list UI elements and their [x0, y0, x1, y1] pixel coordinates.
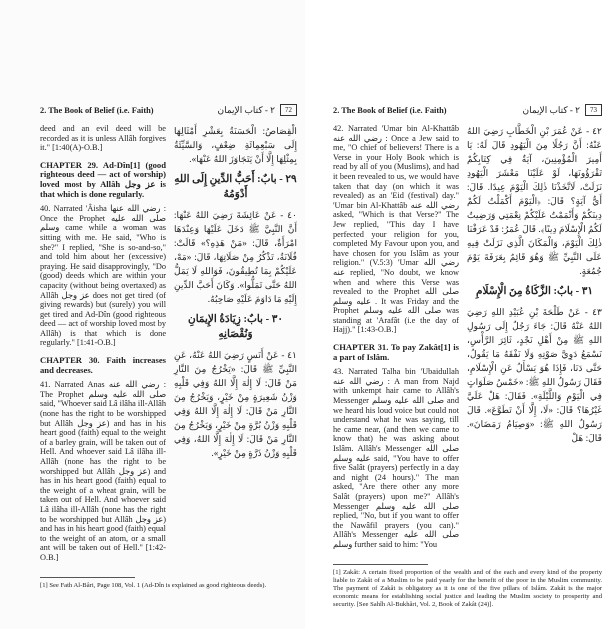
- hadith-paragraph: ٤٣ - عَنْ طَلْحَةَ بْنِ عُبَيْدِ اللهِ رَضِيَ اللهُ عَنْهُ قَالَ: جَاءَ رَجُلٌ إِلَى رَسُولِ اللهِ ﷺ مِنْ أَهْلِ نَجْدٍ، ثَائِرَ الرَّأْسِ، نَسْمَعُ دَوِيَّ صَوْتِهِ وَلَا نَفْقَهُ مَا يَقُولُ، حَتَّى دَنَا، فَإِذَا هُوَ يَسْأَلُ عَنِ الْإِسْلَامِ، فَقَالَ رَسُولُ اللهِ ﷺ: «خَمْسُ صَلَوَاتٍ فِي الْيَوْمِ وَاللَّيْلَةِ». فَقَالَ: هَلْ عَلَيَّ غَيْرُهَا؟ قَالَ: «لَا، إِلَّا أَنْ تَطَوَّعَ». قَالَ رَسُولُ اللهِ ﷺ: «وَصِيَامُ رَمَضَانَ». قَالَ: هَلْ: [467, 307, 602, 443]
- chapter-heading: CHAPTER 31. To pay Zakât[1] is a part of Islâm.: [333, 342, 459, 362]
- footnote-rule: [40, 577, 135, 578]
- header-arabic-text: ٢ - كتاب الإيمان: [522, 104, 580, 115]
- running-header: [333, 104, 602, 116]
- running-header-english: 2. The Book of Belief (i.e. Faith): [333, 105, 447, 115]
- running-header: [40, 104, 297, 116]
- page-number: 73: [585, 104, 602, 116]
- right-book-page: [305, 0, 610, 629]
- page-number: 72: [280, 104, 297, 116]
- footnote: [1] See Fath Al-Bâri, Page 108, Vol. 1 (Ad-Dîn is explained as good righteous deeds).: [40, 581, 267, 589]
- hadith-paragraph: 40. Narrated 'Âisha رضي الله عنها : Once the Prophet صلى الله عليه وسلم came while a woman was sitting with me. He said, "Who is she?" I replied, "She is so-and-so," and told him about her (excessive) praying. He said disapprovingly, "Do (good) deeds which are within your capacity (without being overtaxed) as Allâh عز وجل does not get tired (of giving rewards) but (surely) you will get tired and Ad-Dîn (good righteous deed — act of worship loved most by Allâh) is that which is done regularly." [1:41-O.B.]: [40, 204, 166, 348]
- chapter-heading: ٢٩ - بابٌ: أَحَبُّ الدِّينِ إِلَى اللهِ أَدْوَمُهُ: [174, 174, 297, 200]
- hadith-paragraph: ٤١ - عَنْ أَنَسٍ رَضِيَ اللهُ عَنْهُ، عَنِ النَّبِيِّ ﷺ قَالَ: «يَخْرُجُ مِنَ النَّارِ مَنْ قَالَ: لَا إِلٰهَ إِلَّا اللهُ وَفِي قَلْبِهِ وَزْنُ شَعِيرَةٍ مِنْ خَيْرٍ، وَيَخْرُجُ مِنَ النَّارِ مَنْ قَالَ: لَا إِلٰهَ إِلَّا اللهُ وَفِي قَلْبِهِ وَزْنُ بُرَّةٍ مِنْ خَيْرٍ، وَيَخْرُجُ مِنَ النَّارِ مَنْ قَالَ: لَا إِلٰهَ إِلَّا اللهُ، وَفِي قَلْبِهِ وَزْنُ ذَرَّةٍ مِنْ خَيْرٍ».: [174, 350, 297, 458]
- chapter-heading: CHAPTER 29. Ad-Dîn[1] (good righteous deed — act of worship) loved most by Allâh عز وجل is that which is done regularly.: [40, 159, 166, 199]
- text-columns: [333, 124, 602, 554]
- running-header-arabic: [523, 104, 603, 116]
- chapter-heading: CHAPTER 30. Faith increases and decreases.: [40, 355, 166, 375]
- english-column: [333, 124, 459, 554]
- header-arabic-text: ٢ - كتاب الإيمان: [217, 104, 275, 115]
- hadith-paragraph: 42. Narrated 'Umar bin Al-Khattâb رضي الله عنه : Once a Jew said to me, "O chief of believers! There is a Verse in your Holy Book which is read by all of you (Muslims), and had it been revealed to us, we would have taken that day (on which it was revealed) as an 'Eid (festival) day." 'Umar bin Al-Khattâb رضي الله عنه asked, "Which is that Verse?" The Jew replied, "This day I have perfected your religion for you, completed My Favour upon you, and have chosen for you Islâm as your religion." (V.5:3) 'Umar رضي الله عنه replied, "No doubt, we know when and where this Verse was revealed to the Prophet صلى الله عليه وسلم . It was Friday and the Prophet صلى الله عليه وسلم was standing at 'Arafât (i.e the day of Hajj)." [1:43-O.B.]: [333, 124, 460, 335]
- chapter-heading: ٣١ - بابٌ: الزَّكَاةُ مِنَ الْإِسْلَامِ: [475, 286, 594, 297]
- footnote: [1] Zakât: A certain fixed proportion of the wealth and of the each and every kind of the property liable to Zakât of a Muslim to be paid yearly for the benefit of the poor in the Muslim community. The payment of Zakât is obligatory as it is one of the five pillars of Islâm. Zakât is the major economic means for establishing social justice and leading the Muslim society to prosperity and security. [See Sahîh Al-Bukhâri, Vol. 2, Book of Zakât (24)].: [333, 568, 602, 608]
- running-header-arabic: [218, 104, 298, 116]
- hadith-paragraph: ٤٢ - عَنْ عُمَرَ بْنِ الْخَطَّابِ رَضِيَ اللهُ عَنْهُ: أَنَّ رَجُلًا مِنَ الْيَهُودِ قَالَ لَهُ: يَا أَمِيرَ الْمُؤْمِنِينَ، آيَةٌ فِي كِتَابِكُمْ تَقْرَؤُونَهَا، لَوْ عَلَيْنَا مَعْشَرَ الْيَهُودِ نَزَلَتْ، لَاتَّخَذْنَا ذٰلِكَ الْيَوْمَ عِيدًا. قَالَ: أَيُّ آيَةٍ؟ قَالَ: ﴿الْيَوْمَ أَكْمَلْتُ لَكُمْ دِينَكُمْ وَأَتْمَمْتُ عَلَيْكُمْ نِعْمَتِي وَرَضِيتُ لَكُمُ الْإِسْلَامَ دِينًا﴾. قَالَ عُمَرُ: قَدْ عَرَفْنَا ذٰلِكَ الْيَوْمَ، وَالْمَكَانَ الَّذِي نَزَلَتْ فِيهِ عَلَى النَّبِيِّ ﷺ وَهُوَ قَائِمٌ بِعَرَفَةَ يَوْمَ جُمُعَةٍ.: [467, 126, 602, 276]
- chapter-heading: ٣٠ - بابٌ: زِيَادَةُ الإِيمَانِ وَنُقْصَانِهِ: [188, 314, 283, 340]
- hadith-paragraph: الْقِصَاصُ: الْحَسَنَةُ بِعَشْرِ أَمْثَالِهَا إِلَى سَبْعِمِائَةِ ضِعْفٍ، وَالسَّيِّئَةُ بِمِثْلِهَا إِلَّا أَنْ يَتَجَاوَزَ اللهُ عَنْهَا».: [174, 126, 297, 164]
- running-header-english: 2. The Book of Belief (i.e. Faith): [40, 105, 154, 115]
- hadith-paragraph: ٤٠ - عَنْ عَائِشَةَ رَضِيَ اللهُ عَنْهَا: أَنَّ النَّبِيَّ ﷺ دَخَلَ عَلَيْهَا وَعِنْدَهَا امْرَأَةٌ، قَالَ: «مَنْ هَذِهِ؟» قَالَتْ: فُلَانَةُ، تَذْكُرُ مِنْ صَلَاتِهَا، قَالَ: «مَهْ، عَلَيْكُمْ بِمَا تُطِيقُونَ، فَوَاللهِ لَا يَمَلُّ اللهُ حَتَّى تَمَلُّوا». وَكَانَ أَحَبَّ الدِّينِ إِلَيْهِ مَا دَاوَمَ عَلَيْهِ صَاحِبُهُ.: [174, 210, 297, 304]
- arabic-column: [174, 124, 297, 464]
- hadith-paragraph: 41. Narrated Anas رضي الله عنه : The Prophet صلى الله عليه وسلم said, "Whoever said Lâ ilâha ill-Allâh (none has the right to be worshipped but Allâh عز وجل) and has in his heart good (faith) equal to the weight of a barley grain, will be taken out of Hell. And whoever said Lâ ilâha ill-Allâh (none has the right to be worshipped but Allâh عز وجل) and has in his heart good (faith) equal to the weight of a wheat grain, will be taken out of Hell. And whoever said Lâ ilâha ill-Allâh (none has the right to be worshipped but Allâh عز وجل) and has in his heart good (faith) equal to the weight of an atom, or a small ant will be taken out of Hell." [1:42-O.B.]: [40, 380, 166, 562]
- text-columns: [40, 124, 297, 567]
- arabic-column: [467, 124, 602, 449]
- hadith-paragraph: 43. Narrated Talha bin 'Ubaidullah رضي الله عنه : A man from Najd with unkempt hair came to Allâh's Messenger صلى الله عليه وسلم and we heard his loud voice but could not understand what he was saying, till he came near, (and then we came to know that) he was asking about Islâm. Allâh's Messenger صلى الله عليه وسلم said, "You have to offer five Salât (prayers) perfectly in a day and night (24 hours)." The man asked, "Are there other any more Salât (prayers) upon me?" Allâh's Messenger صلى الله عليه وسلم replied, "No, but if you want to offer the Nawâfil prayers (you can)." Allâh's Messenger صلى الله عليه وسلم further said to him: "You: [333, 367, 459, 549]
- english-column: [40, 124, 166, 567]
- footnote-rule: [333, 564, 428, 565]
- hadith-paragraph: deed and an evil deed will be recorded as it is unless Allâh forgives it." [1:40(A)-O.B.]: [40, 124, 166, 153]
